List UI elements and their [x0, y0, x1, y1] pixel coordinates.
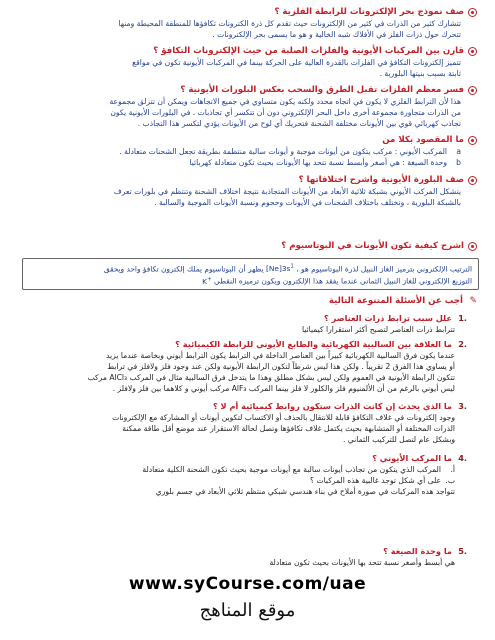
list-item: ب. على أي شكل توجد غالبية هذه المركبات ؟	[310, 476, 455, 485]
answer-text: هذا لأن الترابط الفلزي لا يكون في اتجاه محدد ولكنه يكون متساوي في جميع الاتجاهات ويمكن أن تتزلق مجموعة من الذرات متجاورة مجموعة أخرى داخل البحر الإلكتروني دون أن تتكسر أي تجاذبات . في البلورات الأيونية يكون تجاذب كهربائي قوي بين الأيونات مختلفة الشحنة فتحريك أي لوح من الأيونات يؤدي لتكسر هذا التجاذب .	[109, 97, 461, 128]
electron-config-formula: $[Ne]3s^1$	[266, 264, 294, 274]
list-item: b وحدة الصيغة : هي أصغر وأبسط نسبة تتحد بها الأيونات بحيث تكون متعادلة كهربائيا	[189, 158, 461, 167]
question-heading: فسر معظم الفلزات تقبل الطرق والسحب بعكس البلورات الأيونية ؟	[22, 84, 477, 96]
list-item: أ. المركب الذي يتكون من تجاذب أيونات سالبة مع أيونات موجبة بحيث تكون الشحنة الكلية متعادلة	[142, 465, 455, 474]
ion-symbol: K+	[202, 276, 212, 286]
section-potassium-ions	[22, 240, 477, 252]
boxed-answer: الترتيب الإلكتروني بترميز الغاز النبيل لذرة البوتاسيوم هو ، $[Ne]3s^1$ يظهر أن البوتاسيوم يملك إلكترون تكافؤ واحد ويحقق التوزيع الإلكتروني للغاز النبيل الثمانى عندما يفقد هذا الإلكترون ويكون ترميزه النقطي K+	[22, 258, 479, 290]
question-heading: ما المقصود بكلا من	[22, 134, 477, 146]
section-metallic-bond-model	[22, 6, 477, 40]
question-heading: صف البلورة الأيونية واشرح اختلافاتها ؟	[22, 174, 477, 186]
question-heading: قارن بين المركبات الأيونية والفلزات الصلبة من حيث الإلكترونات التكافؤ ؟	[22, 45, 477, 57]
bullet-icon	[468, 176, 477, 185]
bullet-icon	[468, 242, 477, 251]
answer-text: يتشكل المركب الأيوني بشبكة ثلاثية الأبعاد من الأيونات المتجاذبة نتيجة اختلاف الشحنة وتنتظم في بلورات تعرف بالشبكة البلورية ، وتختلف باختلاف الشحنات في الأيونات وحجوم ونسبة الأيونات الموجبة والسالبة .	[113, 187, 461, 207]
pencil-icon: ✎	[469, 296, 477, 306]
answer-text: تتشارك كثير من الذرات في كثير من الإلكترونات حيث تقدم كل ذرة الكترونات تكافؤها للمنطقة المحيطة ومنها تتحرك حول ذرات الفلز في الأفلاك شبه الخالية و هو ما يسمى بحر الإلكترونات .	[118, 19, 461, 39]
footer-url[interactable]: www.syCourse.com/uae	[128, 574, 367, 594]
question-2: 2. ما العلاقة بين السالبية الكهربائية والطابع الأيوني للرابطة الكيميائية ؟ عندما يكون فرق السالبية الكهربائية كبيراً بين العناصر الداخلة في الترابط يكون الترابط أيوني وبخاصة عندما يزيد أو يساوي هذا الفرق 2 تقريباً . ولكن هذا ليس شرطاً لتكون الرابطة الأيونية ولكن عند وجود فلز ولافلز في ترابط تتكون الرابطة الأيونية في العموم ولكن ليس بشكل مطلق وهذا ما يتدخل فرق السالبية مثال في المركب AlCl₃ مركب ليس أيوني بالرغم من أن الألمنيوم فلز والكلور لا فلز بينما المركب AlF₃ مركب أيوني و كلاهما بين فلز ولافلز .	[87, 339, 467, 393]
bullet-icon	[468, 136, 477, 145]
answer-list	[22, 146, 477, 168]
question-5: 5. ما وحدة الصيغة ؟ هي أبسط وأصغر نسبة تتحد بها الأيونات بحيث تكون متعادلة	[269, 546, 467, 567]
bullet-icon	[468, 86, 477, 95]
section-definitions	[22, 134, 477, 168]
question-4: 4. ما المركب الأيوني ؟ أ. المركب الذي يتكون من تجاذب أيونات سالبة مع أيونات موجبة بحيث تكون الشحنة الكلية متعادلة ب. على أي شكل توجد غالبية هذه المركبات ؟ تتواجد هذه المركبات في صورة أملاح في بناء هندسي شبكي منتظم ثلاثي الأبعاد في جسم بلوري	[22, 452, 477, 497]
varied-questions-heading: ✎ أجب عن الأسئلة المتنوعة التالية	[328, 296, 477, 306]
bullet-icon	[468, 8, 477, 17]
answer-text: تتميز إلكترونات التكافؤ في الفلزات بالقدرة العالية على الحركة بينما في المركبات الأيونية تكون في مواقع ثابتة بسبب بنيتها البلورية .	[132, 58, 461, 78]
bullet-icon	[468, 47, 477, 56]
footer-site-name: موقع المناهج	[199, 600, 296, 621]
section-compare-valence	[22, 45, 477, 79]
question-heading: اشرح كيفية تكون الأيونات في البوتاسيوم ؟	[22, 240, 477, 252]
section-malleability	[22, 84, 477, 129]
question-3: 3. ما الذي يحدث إن كانت الذرات ستكون روابط كيميائية أم لا ؟ وجود إلكترونات في غلاف التكافؤ قابلة للانتقال بالحذف أو الاكتساب لتكوين أيونات أو المشاركة مع الإلكترونات الذرات المختلفة أو المتشابهة بحيث يكتمل غلاف تكافؤها وتصل لحالة الاستقرار عند موضع أقل طاقة ممكنة وبشكل عام لتصل للتركيب الثماني .	[112, 401, 467, 444]
question-1: 1. علل سبب ترابط ذرات العناصر ؟ تترابط ذرات العناصر لتصبح أكثر استقرارا كيميائيا	[301, 313, 467, 334]
question-heading: صف نموذج بحر الإلكترونات للرابطة الفلزية ؟	[22, 6, 477, 18]
section-ionic-crystal	[22, 174, 477, 208]
list-item: a المركب الأيوني : مركب يتكون من أيونات موجبة و أيونات سالبة منتظمة بطريقة تجعل الشحنات متعادلة .	[119, 147, 461, 156]
